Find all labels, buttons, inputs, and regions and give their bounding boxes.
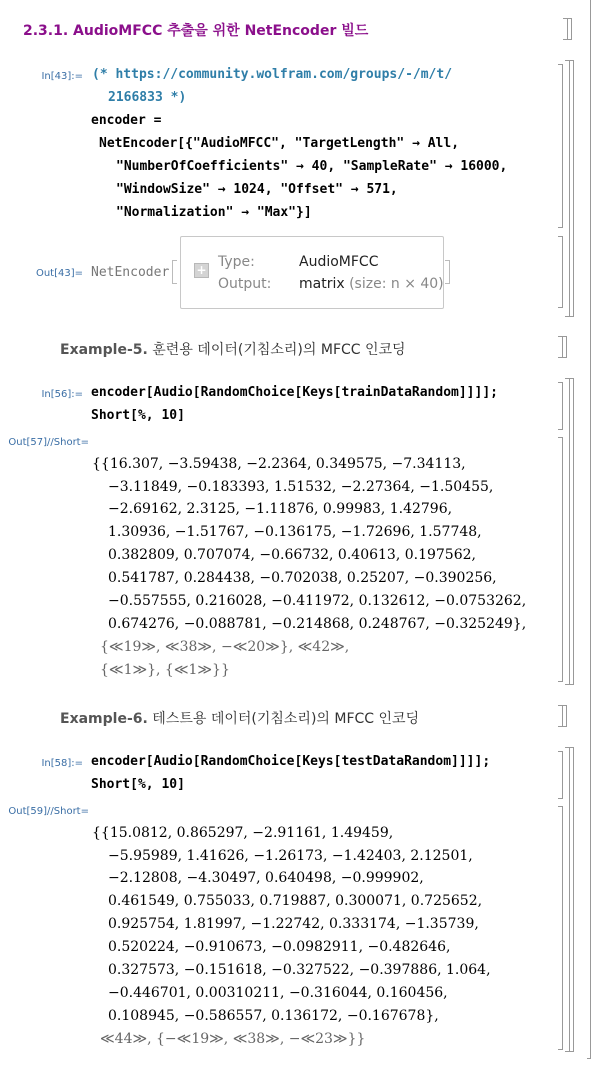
- output-line-9: {≪19≫, ≪38≫, −≪20≫}, ≪42≫,: [100, 639, 350, 655]
- output-label-43: Out[43]=: [35, 268, 83, 279]
- example-6-heading: [60, 708, 419, 728]
- cell-bracket-in43[interactable]: [558, 64, 563, 228]
- summary-output-type: matrix: [299, 276, 345, 292]
- summary-output-key: Output:: [218, 276, 272, 292]
- output-line-10: {≪1≫}, {≪1≫}}: [100, 662, 230, 678]
- output-line-4: 0.461549, 0.755033, 0.719887, 0.300071, 0.725652,: [108, 893, 483, 909]
- output-label-59: Out[59]//Short=: [8, 806, 89, 817]
- section-title: 2.3.1. AudioMFCC 추출을 위한 NetEncoder 빌드: [23, 23, 369, 39]
- expand-plus-icon[interactable]: +: [194, 263, 209, 278]
- input-label-43: In[43]:=: [41, 71, 83, 82]
- cell-bracket-out59[interactable]: [558, 806, 563, 1050]
- summary-type-key: Type:: [218, 254, 255, 270]
- output-line-2: −5.95989, 1.41626, −1.26173, −1.42403, 2.12501,: [108, 848, 473, 864]
- output-line-8: −0.446701, 0.00310211, −0.316044, 0.160456,: [108, 985, 448, 1001]
- code-line-7: "Normalization" → "Max"}]: [116, 205, 312, 220]
- output-line-9: 0.108945, −0.586557, 0.136172, −0.167678},: [108, 1008, 439, 1024]
- code-comment-line-1: (* https://community.wolfram.com/groups/-/m/t/: [92, 67, 453, 82]
- output-line-6: 0.520224, −0.910673, −0.0982911, −0.482646,: [108, 939, 451, 955]
- summary-output-value: [299, 276, 444, 292]
- code-line-1: encoder[Audio[RandomChoice[Keys[trainDataRandom]]]];: [91, 385, 498, 400]
- example-5-heading: [60, 339, 406, 359]
- cell-bracket-example5[interactable]: [558, 336, 563, 358]
- code-line-5: "NumberOfCoefficients" → 40, "SampleRate" → 16000,: [116, 159, 508, 174]
- code-line-4: NetEncoder[{"AudioMFCC", "TargetLength" → All,: [99, 136, 460, 151]
- cell-group-bracket-56[interactable]: [565, 378, 570, 685]
- output-line-6: 0.541787, 0.284438, −0.702038, 0.25207, −0.390256,: [108, 570, 497, 586]
- example-5-text: 훈련용 데이터(기침소리)의 MFCC 인코딩: [152, 342, 406, 358]
- output-line-3: −2.12808, −4.30497, 0.640498, −0.999902,: [108, 870, 424, 886]
- input-label-58: In[58]:=: [41, 758, 83, 769]
- output-line-4: 1.30936, −1.51767, −0.136175, −1.72696, 1.57748,: [108, 524, 482, 540]
- code-comment-line-2: 2166833 *): [108, 90, 187, 105]
- cell-group-bracket-43[interactable]: [565, 60, 570, 317]
- input-label-56: In[56]:=: [41, 389, 83, 400]
- cell-bracket-out57[interactable]: [558, 437, 563, 682]
- code-line-3: encoder =: [91, 113, 162, 128]
- output-line-5: 0.382809, 0.707074, −0.66732, 0.40613, 0.197562,: [108, 547, 476, 563]
- code-line-2: Short[%, 10]: [91, 408, 185, 423]
- output-line-3: −2.69162, 2.3125, −1.11876, 0.99983, 1.42796,: [108, 501, 453, 517]
- summary-output-size: (size: n × 40): [349, 276, 444, 292]
- section-group-bracket[interactable]: [587, 0, 591, 1059]
- summary-type-value: AudioMFCC: [299, 254, 379, 270]
- output-line-5: 0.925754, 1.81997, −1.22742, 0.333174, −1.35739,: [108, 916, 479, 932]
- cell-bracket-example6[interactable]: [558, 705, 563, 727]
- netencoder-head: NetEncoder: [91, 265, 170, 280]
- summary-right-bracket: [445, 260, 450, 284]
- cell-bracket-section[interactable]: [563, 18, 568, 40]
- netencoder-summary-box[interactable]: [180, 236, 444, 309]
- output-line-1: {{16.307, −3.59438, −2.2364, 0.349575, −7.34113,: [92, 456, 466, 472]
- cell-bracket-in56[interactable]: [558, 382, 563, 430]
- cell-group-bracket-58[interactable]: [565, 747, 570, 1052]
- code-line-1: encoder[Audio[RandomChoice[Keys[testDataRandom]]]];: [91, 754, 491, 769]
- summary-left-bracket: [172, 260, 177, 284]
- code-line-2: Short[%, 10]: [91, 777, 185, 792]
- example-6-text: 테스트용 데이터(기침소리)의 MFCC 인코딩: [152, 711, 420, 727]
- output-line-8: 0.674276, −0.088781, −0.214868, 0.248767, −0.325249},: [108, 616, 527, 632]
- cell-bracket-in58[interactable]: [558, 751, 563, 799]
- output-line-10: ≪44≫, {−≪19≫, ≪38≫, −≪23≫}}: [100, 1031, 366, 1047]
- output-label-57: Out[57]//Short=: [8, 437, 89, 448]
- example-6-label: Example-6.: [60, 711, 148, 727]
- output-line-1: {{15.0812, 0.865297, −2.91161, 1.49459,: [92, 825, 394, 841]
- code-line-6: "WindowSize" → 1024, "Offset" → 571,: [116, 182, 398, 197]
- output-line-2: −3.11849, −0.183393, 1.51532, −2.27364, −1.50455,: [108, 479, 494, 495]
- example-5-label: Example-5.: [60, 342, 148, 358]
- output-line-7: 0.327573, −0.151618, −0.327522, −0.397886, 1.064,: [108, 962, 491, 978]
- output-line-7: −0.557555, 0.216028, −0.411972, 0.132612, −0.0753262,: [108, 593, 527, 609]
- cell-bracket-out43[interactable]: [558, 236, 563, 308]
